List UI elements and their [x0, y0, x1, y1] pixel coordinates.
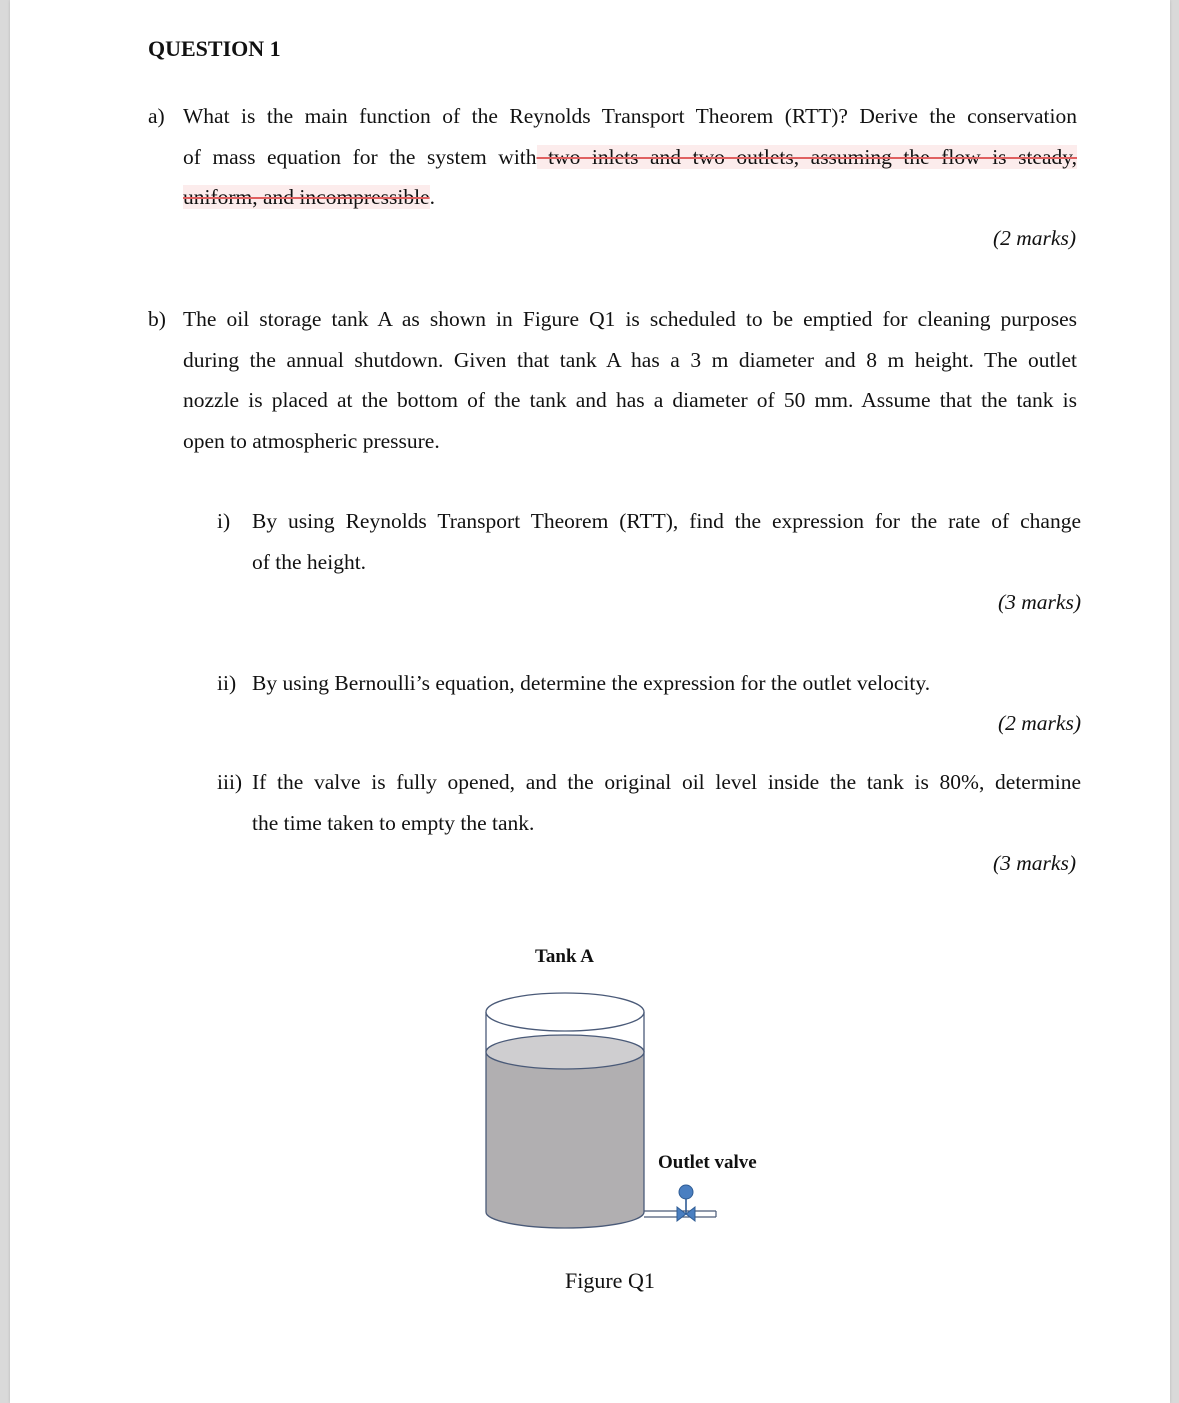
part-a-line-3-end: .	[429, 185, 435, 209]
sub-iii-line-1: If the valve is fully opened, and the original oil level inside the tank is 80%, determine	[252, 770, 1081, 794]
part-a-line-2-text: of mass equation for the system with	[183, 144, 537, 169]
part-a-marks: (2 marks)	[993, 226, 1076, 250]
sub-i-label: i)	[217, 509, 231, 533]
sub-iii-text	[252, 762, 1081, 843]
valve-label: Outlet valve	[658, 1152, 757, 1173]
part-a-line-1: What is the main function of the Reynolds Transport Theorem (RTT)? Derive the conservation	[183, 104, 1077, 128]
sub-ii-marks: (2 marks)	[998, 711, 1081, 735]
sub-iii-line-2: the time taken to empty the tank.	[252, 810, 535, 835]
part-a-line-2	[183, 137, 1077, 178]
sub-i-line-1: By using Reynolds Transport Theorem (RTT), find the expression for the rate of change	[252, 509, 1081, 533]
part-b-line-1: The oil storage tank A as shown in Figure Q1 is scheduled to be emptied for cleaning purposes	[183, 307, 1077, 331]
tank-diagram	[476, 982, 726, 1242]
part-b-text	[183, 299, 1077, 461]
valve-icon	[677, 1185, 695, 1221]
sub-ii-line-1: By using Bernoulli’s equation, determine the expression for the outlet velocity.	[252, 671, 931, 695]
sub-iii-marks: (3 marks)	[993, 851, 1076, 875]
part-b-label: b)	[148, 307, 166, 331]
sub-ii-text	[252, 663, 1081, 704]
oil-surface	[486, 1035, 644, 1069]
highlight-annotation-2: uniform, and incompressible	[183, 185, 430, 209]
tank-label: Tank A	[535, 946, 594, 967]
highlight-annotation: two inlets and two outlets, assuming the flow is steady,	[536, 144, 1077, 169]
sub-i-line-2: of the height.	[252, 549, 367, 574]
part-a-label: a)	[148, 104, 165, 128]
sub-i-marks: (3 marks)	[998, 590, 1081, 614]
document-page	[10, 0, 1170, 1403]
part-a-line-3	[183, 177, 1077, 218]
tank-top	[486, 993, 644, 1031]
figure-caption: Figure Q1	[565, 1268, 655, 1293]
sub-ii-label: ii)	[217, 671, 237, 695]
question-title: QUESTION 1	[148, 36, 281, 61]
sub-i-text	[252, 501, 1081, 582]
part-b-line-4: open to atmospheric pressure.	[183, 428, 440, 453]
part-a-text	[183, 96, 1077, 218]
sub-iii-label: iii)	[217, 770, 243, 794]
part-b-line-2: during the annual shutdown. Given that tank A has a 3 m diameter and 8 m height. The outlet	[183, 347, 1077, 372]
part-b-line-3: nozzle is placed at the bottom of the tank and has a diameter of 50 mm. Assume that the tank is	[183, 388, 1077, 412]
